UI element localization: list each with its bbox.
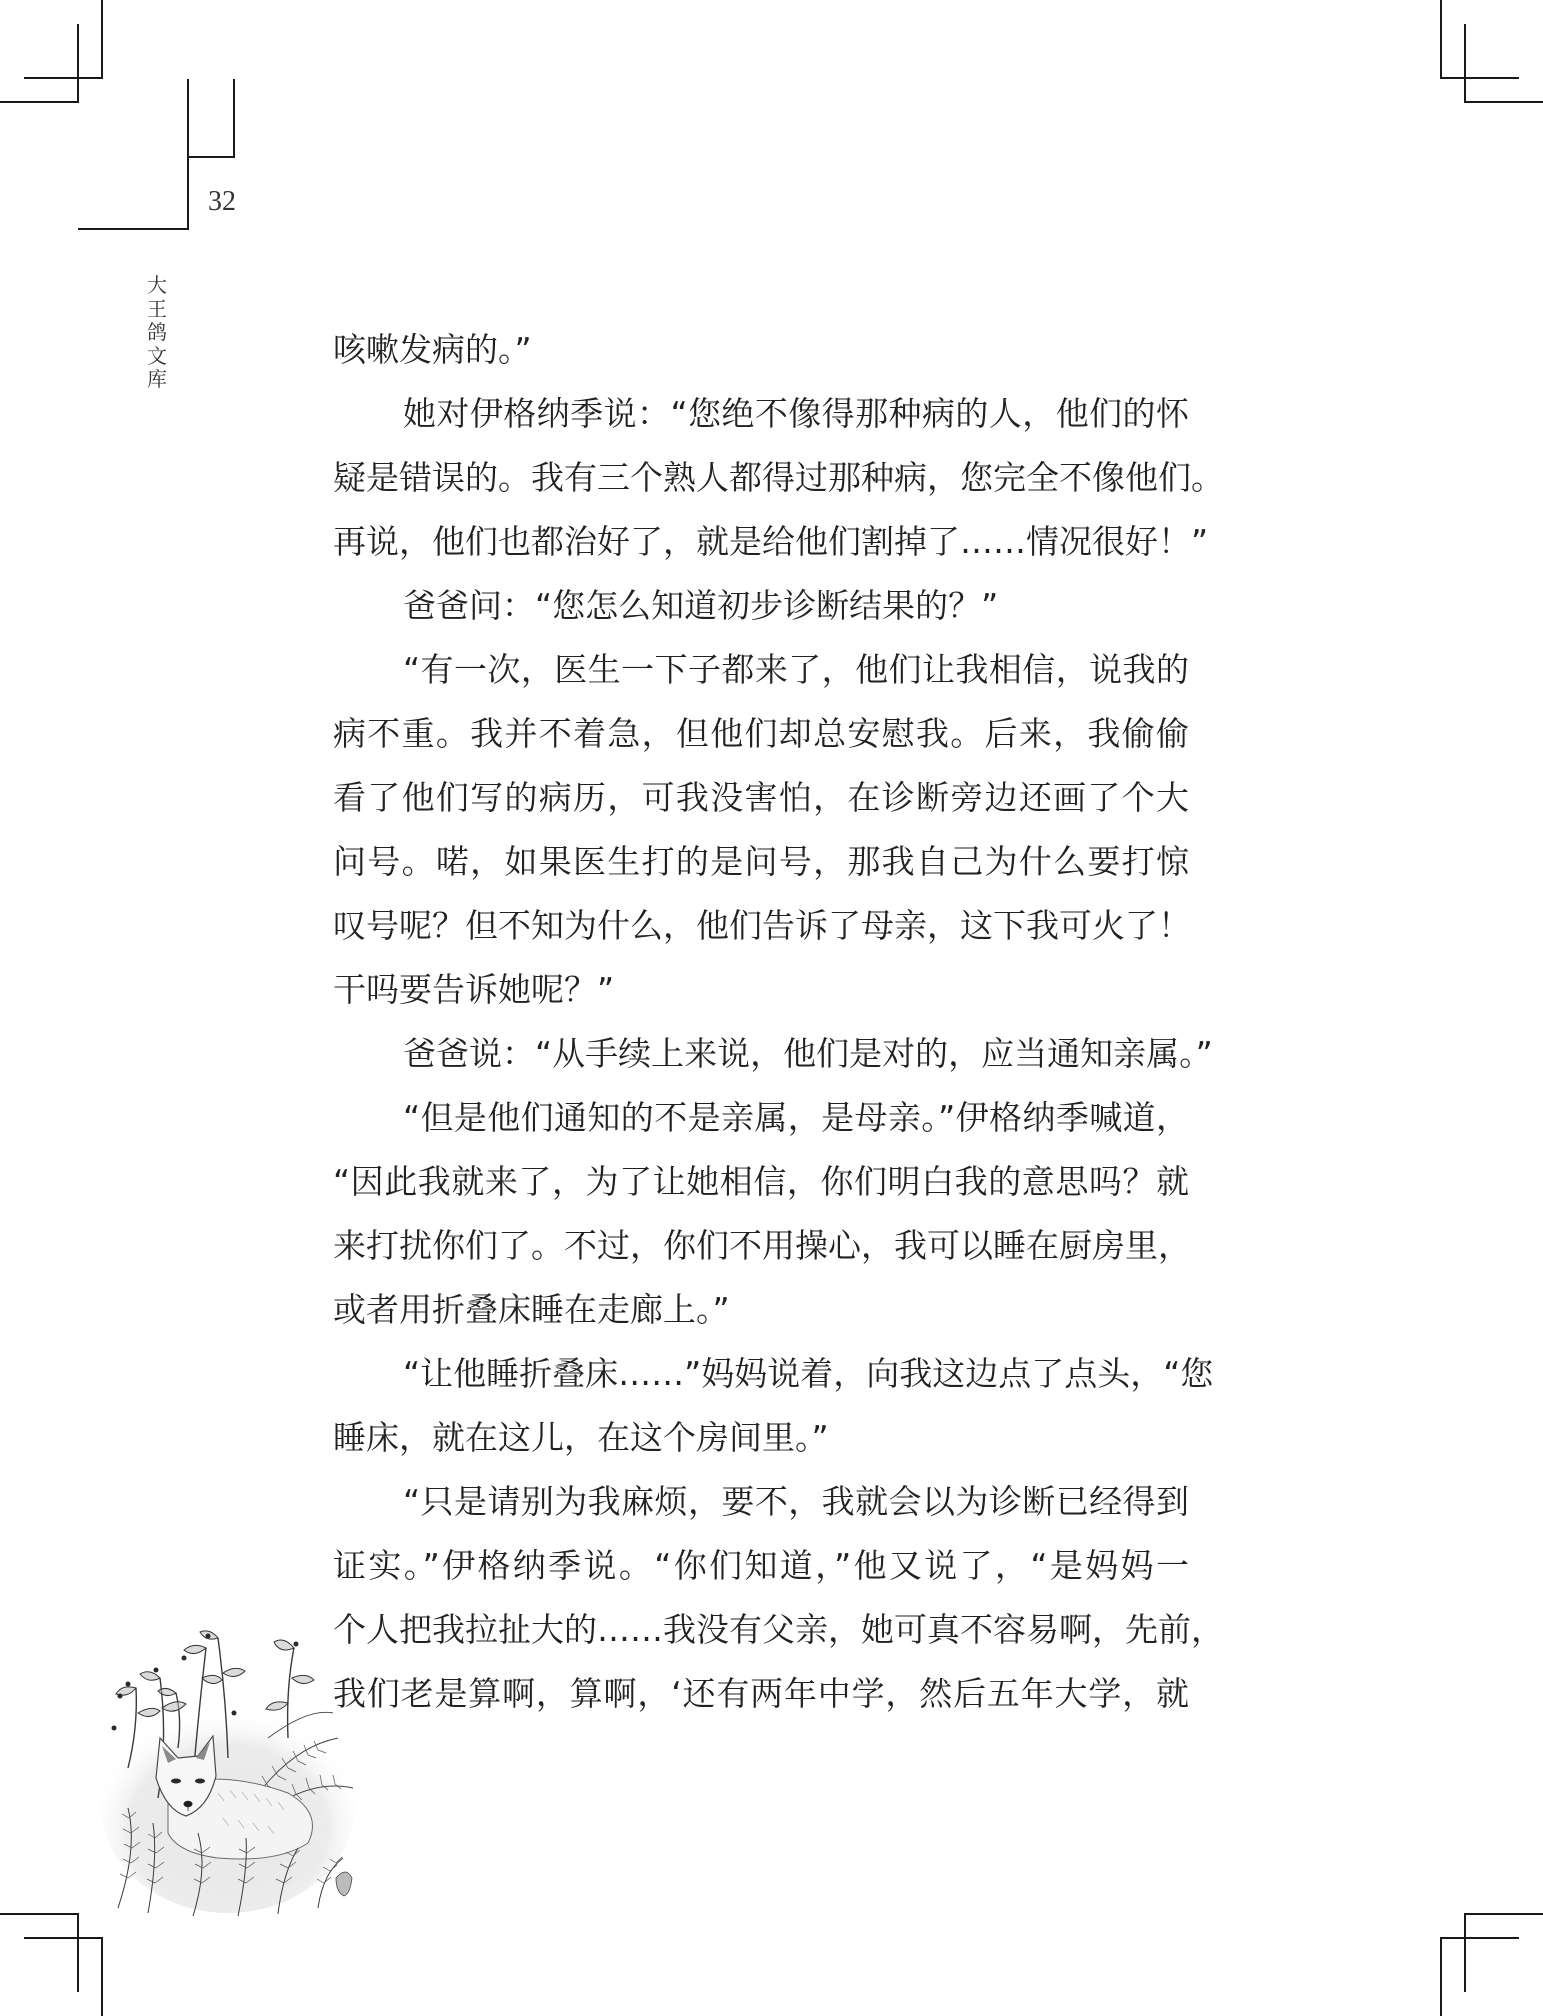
crop-mark-top-right-outer-vertical bbox=[1440, 0, 1442, 79]
text-line: 我们老是算啊，算啊，‘还有两年中学，然后五年大学，就 bbox=[333, 1674, 1189, 1713]
text-line: 她对伊格纳季说：“您绝不像得那种病的人，他们的怀 bbox=[403, 394, 1189, 433]
text-line: 个人把我拉扯大的……我没有父亲，她可真不容易啊，先前， bbox=[333, 1610, 1224, 1649]
series-label-char: 库 bbox=[147, 367, 167, 391]
series-label bbox=[145, 274, 169, 392]
text-line: 看了他们写的病历，可我没害怕，在诊断旁边还画了个大 bbox=[333, 778, 1189, 817]
text-line: 再说，他们也都治好了，就是给他们割掉了……情况很好！” bbox=[333, 522, 1209, 561]
header-bracket-long-vertical bbox=[187, 79, 189, 230]
crop-mark-bottom-left-outer-horizontal bbox=[0, 1913, 79, 1915]
text-line: 或者用折叠床睡在走廊上。” bbox=[333, 1290, 730, 1329]
text-line: 咳嗽发病的。” bbox=[333, 330, 532, 369]
crop-mark-bottom-right-inner-horizontal bbox=[1440, 1937, 1519, 1939]
header-bracket-bottom-horizontal bbox=[78, 228, 189, 230]
fox-in-ferns-icon bbox=[98, 1618, 363, 1918]
header-bracket-short-vertical bbox=[233, 79, 235, 158]
text-line: 叹号呢？但不知为什么，他们告诉了母亲，这下我可火了！ bbox=[333, 906, 1191, 945]
text-line: 爸爸问：“您怎么知道初步诊断结果的？” bbox=[403, 586, 999, 625]
text-line: “有一次，医生一下子都来了，他们让我相信，说我的 bbox=[403, 650, 1189, 689]
crop-mark-top-left-inner-vertical bbox=[77, 24, 79, 103]
text-line: 疑是错误的。我有三个熟人都得过那种病，您完全不像他们。 bbox=[333, 458, 1224, 497]
text-line: 问号。喏，如果医生打的是问号，那我自己为什么要打惊 bbox=[333, 842, 1189, 881]
crop-mark-bottom-left-outer-vertical bbox=[77, 1913, 79, 1992]
text-line: 证实。”伊格纳季说。“你们知道，”他又说了，“是妈妈一 bbox=[333, 1546, 1189, 1585]
text-line: “但是他们通知的不是亲属，是母亲。”伊格纳季喊道， bbox=[403, 1098, 1189, 1137]
header-bracket-short-horizontal bbox=[187, 156, 235, 158]
text-line: 病不重。我并不着急，但他们却总安慰我。后来，我偷偷 bbox=[333, 714, 1189, 753]
text-line: 干吗要告诉她呢？” bbox=[333, 970, 615, 1009]
text-line: “让他睡折叠床……”妈妈说着，向我这边点了点头，“您 bbox=[403, 1354, 1214, 1393]
crop-mark-top-right-inner-vertical bbox=[1464, 24, 1466, 103]
crop-mark-bottom-right-outer-horizontal bbox=[1464, 1913, 1543, 1915]
series-label-char: 王 bbox=[147, 296, 167, 321]
text-line: “因此我就来了，为了让她相信，你们明白我的意思吗？就 bbox=[333, 1162, 1189, 1201]
crop-mark-top-right-inner-horizontal bbox=[1464, 101, 1543, 103]
crop-mark-top-left-inner-horizontal bbox=[0, 101, 79, 103]
crop-mark-top-left-outer-horizontal bbox=[24, 77, 103, 79]
text-line: 来打扰你们了。不过，你们不用操心，我可以睡在厨房里， bbox=[333, 1226, 1191, 1265]
crop-mark-bottom-right-inner-vertical bbox=[1440, 1937, 1442, 2016]
crop-mark-bottom-left-inner-horizontal bbox=[24, 1937, 103, 1939]
fox-illustration bbox=[98, 1618, 363, 1918]
text-line: 爸爸说：“从手续上来说，他们是对的，应当通知亲属。” bbox=[403, 1034, 1213, 1073]
body-text bbox=[333, 318, 1224, 1726]
crop-mark-top-right-outer-horizontal bbox=[1440, 77, 1519, 79]
text-line: 睡床，就在这儿，在这个房间里。” bbox=[333, 1418, 829, 1457]
series-label-char: 文 bbox=[147, 343, 167, 368]
crop-mark-bottom-left-inner-vertical bbox=[101, 1937, 103, 2016]
crop-mark-bottom-right-outer-vertical bbox=[1464, 1913, 1466, 1992]
series-label-char: 大 bbox=[147, 273, 167, 297]
text-line: “只是请别为我麻烦，要不，我就会以为诊断已经得到 bbox=[403, 1482, 1189, 1521]
crop-mark-top-left-outer-vertical bbox=[101, 0, 103, 79]
series-label-char: 鸽 bbox=[147, 320, 167, 344]
page-number: 32 bbox=[208, 186, 236, 217]
